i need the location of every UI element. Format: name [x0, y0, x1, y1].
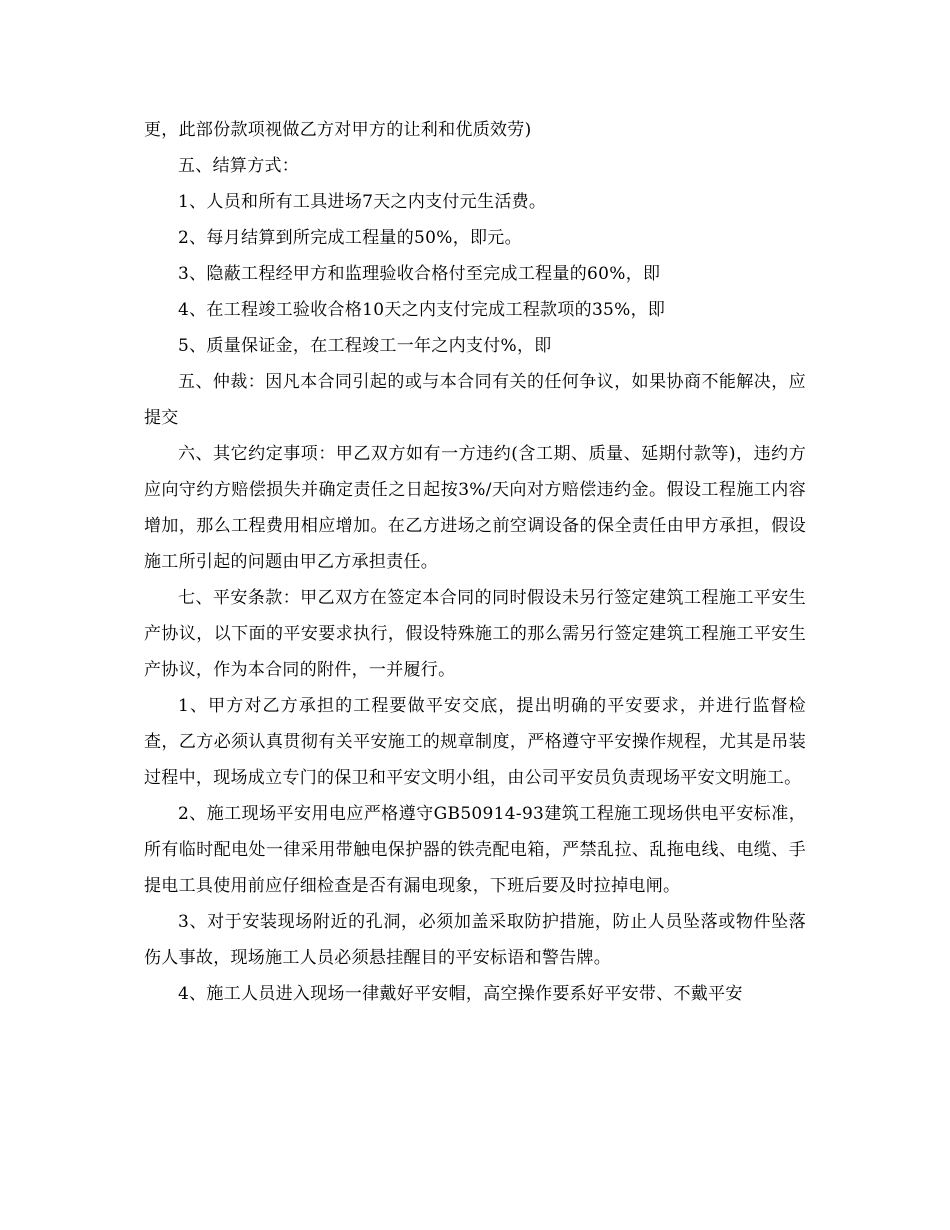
list-item: 1、甲方对乙方承担的工程要做平安交底，提出明确的平安要求，并进行监督检查，乙方必须认真贯彻有关平安施工的规章制度，严格遵守平安操作规程，尤其是吊装过程中，现场成立专门的保卫和平安文明小组，由公司平安员负责现场平安文明施工。	[144, 696, 806, 788]
list-item: 1、人员和所有工具进场7天之内支付元生活费。	[178, 192, 547, 212]
section-safety-terms: 七、平安条款：甲乙双方在签定本合同的同时假设未另行签定建筑工程施工平安生产协议，以下面的平安要求执行，假设特殊施工的那么需另行签定建筑工程施工平安生产协议，作为本合同的附件，一并履行。	[144, 588, 806, 680]
paragraph: 更，此部份款项视做乙方对甲方的让利和优质效劳)	[144, 120, 532, 140]
section-arbitration: 五、仲裁：因凡本合同引起的或与本合同有关的任何争议，如果协商不能解决，应提交	[144, 372, 806, 428]
list-item: 3、对于安装现场附近的孔洞，必须加盖采取防护措施，防止人员坠落或物件坠落伤人事故，现场施工人员必须悬挂醒目的平安标语和警告牌。	[144, 912, 806, 968]
list-item: 4、在工程竣工验收合格10天之内支付完成工程款项的35%，即	[178, 300, 666, 320]
document-body	[144, 112, 806, 1012]
list-item: 2、施工现场平安用电应严格遵守GB50914-93建筑工程施工现场供电平安标准，所有临时配电处一律采用带触电保护器的铁壳配电箱，严禁乱拉、乱拖电线、电缆、手提电工具使用前应仔细检查是否有漏电现象，下班后要及时拉掉电闸。	[144, 804, 806, 896]
list-item: 3、隐蔽工程经甲方和监理验收合格付至完成工程量的60%，即	[178, 264, 661, 284]
section-heading-settlement: 五、结算方式：	[178, 156, 300, 176]
list-item: 5、质量保证金，在工程竣工一年之内支付%，即	[178, 336, 552, 356]
list-item: 2、每月结算到所完成工程量的50%，即元。	[178, 228, 522, 248]
list-item: 4、施工人员进入现场一律戴好平安帽，高空操作要系好平安带、不戴平安	[178, 984, 743, 1004]
section-other-matters: 六、其它约定事项：甲乙双方如有一方违约(含工期、质量、延期付款等)，违约方应向守约方赔偿损失并确定责任之日起按3%/天向对方赔偿违约金。假设工程施工内容增加，那么工程费用相应增加。在乙方进场之前空调设备的保全责任由甲方承担，假设施工所引起的问题由甲乙方承担责任。	[144, 444, 806, 572]
